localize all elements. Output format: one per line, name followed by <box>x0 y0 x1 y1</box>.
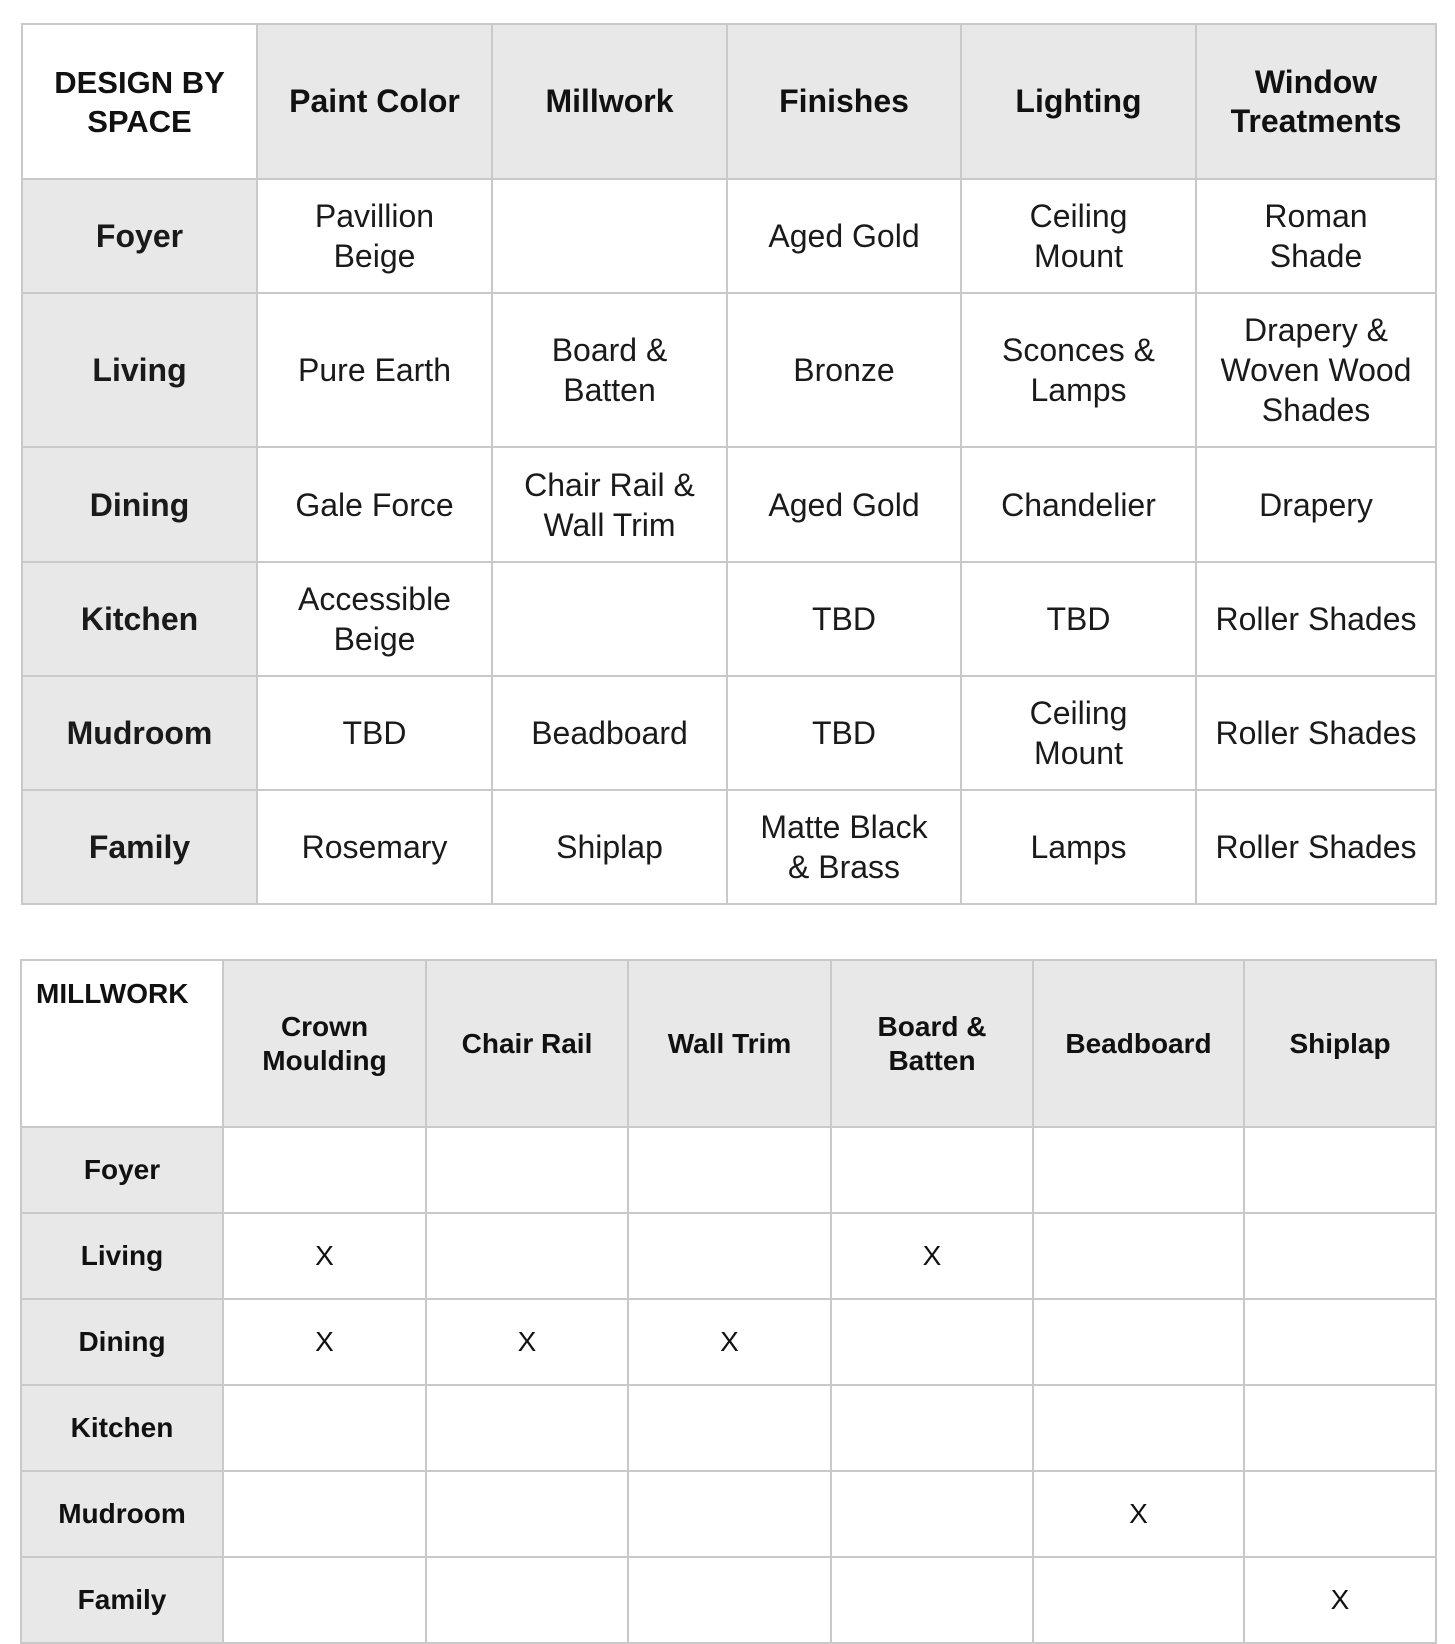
table-cell: Sconces & Lamps <box>961 293 1196 447</box>
column-header: Crown Moulding <box>223 960 426 1127</box>
table-cell <box>1244 1471 1436 1557</box>
table-cell: X <box>1244 1557 1436 1643</box>
table-cell <box>492 562 727 676</box>
row-header: Kitchen <box>21 1385 223 1471</box>
table-cell: Pavillion Beige <box>257 179 492 293</box>
table-cell: Pure Earth <box>257 293 492 447</box>
table-cell: Drapery & Woven Wood Shades <box>1196 293 1436 447</box>
row-header: Living <box>22 293 257 447</box>
table-cell: X <box>426 1299 628 1385</box>
table-cell: TBD <box>961 562 1196 676</box>
table-cell <box>223 1471 426 1557</box>
table-row <box>22 676 1436 790</box>
millwork-table <box>20 959 1437 1644</box>
table-row <box>21 1385 1436 1471</box>
table-row <box>21 1213 1436 1299</box>
design-header-row <box>22 24 1436 179</box>
table-cell <box>1244 1385 1436 1471</box>
table-cell <box>223 1385 426 1471</box>
column-header: Window Treatments <box>1196 24 1436 179</box>
table-cell: TBD <box>727 562 961 676</box>
table-cell: TBD <box>727 676 961 790</box>
table-cell: Gale Force <box>257 447 492 562</box>
table-cell <box>1033 1385 1244 1471</box>
table-cell <box>426 1557 628 1643</box>
table-cell: Matte Black & Brass <box>727 790 961 904</box>
table-cell <box>1244 1213 1436 1299</box>
table-cell: Aged Gold <box>727 179 961 293</box>
table-cell: Roman Shade <box>1196 179 1436 293</box>
table-cell <box>1244 1127 1436 1213</box>
table-row <box>22 179 1436 293</box>
table-row <box>21 1557 1436 1643</box>
table-cell <box>628 1127 831 1213</box>
design-by-space-table <box>21 23 1437 905</box>
column-header: Chair Rail <box>426 960 628 1127</box>
design-corner-label: DESIGN BY SPACE <box>22 24 257 179</box>
table-cell <box>628 1213 831 1299</box>
table-cell: Chandelier <box>961 447 1196 562</box>
table-cell: Beadboard <box>492 676 727 790</box>
table-row <box>22 447 1436 562</box>
table-cell <box>628 1471 831 1557</box>
table-row <box>21 1127 1436 1213</box>
table-cell: Ceiling Mount <box>961 179 1196 293</box>
table-cell <box>223 1557 426 1643</box>
table-cell <box>426 1127 628 1213</box>
row-header: Mudroom <box>21 1471 223 1557</box>
table-row <box>21 1299 1436 1385</box>
millwork-corner-label: MILLWORK <box>21 960 223 1127</box>
row-header: Mudroom <box>22 676 257 790</box>
table-cell: Accessible Beige <box>257 562 492 676</box>
table-cell: Roller Shades <box>1196 562 1436 676</box>
table-cell: X <box>1033 1471 1244 1557</box>
table-cell <box>492 179 727 293</box>
row-header: Family <box>21 1557 223 1643</box>
table-cell <box>831 1127 1033 1213</box>
table-cell: Bronze <box>727 293 961 447</box>
column-header: Wall Trim <box>628 960 831 1127</box>
table-cell <box>426 1213 628 1299</box>
table-cell <box>1244 1299 1436 1385</box>
table-cell <box>223 1127 426 1213</box>
table-cell: X <box>831 1213 1033 1299</box>
table-cell: Shiplap <box>492 790 727 904</box>
table-cell <box>1033 1557 1244 1643</box>
millwork-header-row <box>21 960 1436 1127</box>
table-cell: Lamps <box>961 790 1196 904</box>
table-cell: Ceiling Mount <box>961 676 1196 790</box>
row-header: Kitchen <box>22 562 257 676</box>
table-cell <box>1033 1299 1244 1385</box>
table-cell: X <box>223 1213 426 1299</box>
table-cell: TBD <box>257 676 492 790</box>
column-header: Board & Batten <box>831 960 1033 1127</box>
column-header: Lighting <box>961 24 1196 179</box>
table-cell: X <box>628 1299 831 1385</box>
table-cell: Aged Gold <box>727 447 961 562</box>
column-header: Shiplap <box>1244 960 1436 1127</box>
table-cell: Roller Shades <box>1196 676 1436 790</box>
table-cell <box>628 1385 831 1471</box>
table-cell: Drapery <box>1196 447 1436 562</box>
table-cell: Chair Rail & Wall Trim <box>492 447 727 562</box>
table-cell <box>426 1385 628 1471</box>
row-header: Family <box>22 790 257 904</box>
table-cell <box>1033 1127 1244 1213</box>
table-row <box>22 562 1436 676</box>
table-row <box>22 790 1436 904</box>
column-header: Finishes <box>727 24 961 179</box>
column-header: Paint Color <box>257 24 492 179</box>
column-header: Millwork <box>492 24 727 179</box>
row-header: Foyer <box>21 1127 223 1213</box>
table-cell <box>1033 1213 1244 1299</box>
row-header: Dining <box>21 1299 223 1385</box>
table-cell: X <box>223 1299 426 1385</box>
row-header: Dining <box>22 447 257 562</box>
table-cell: Board & Batten <box>492 293 727 447</box>
table-cell: Rosemary <box>257 790 492 904</box>
row-header: Living <box>21 1213 223 1299</box>
table-cell <box>831 1385 1033 1471</box>
table-cell <box>831 1471 1033 1557</box>
table-cell: Roller Shades <box>1196 790 1436 904</box>
table-cell <box>426 1471 628 1557</box>
table-cell <box>628 1557 831 1643</box>
table-row <box>21 1471 1436 1557</box>
table-cell <box>831 1299 1033 1385</box>
table-cell <box>831 1557 1033 1643</box>
row-header: Foyer <box>22 179 257 293</box>
column-header: Beadboard <box>1033 960 1244 1127</box>
table-row <box>22 293 1436 447</box>
